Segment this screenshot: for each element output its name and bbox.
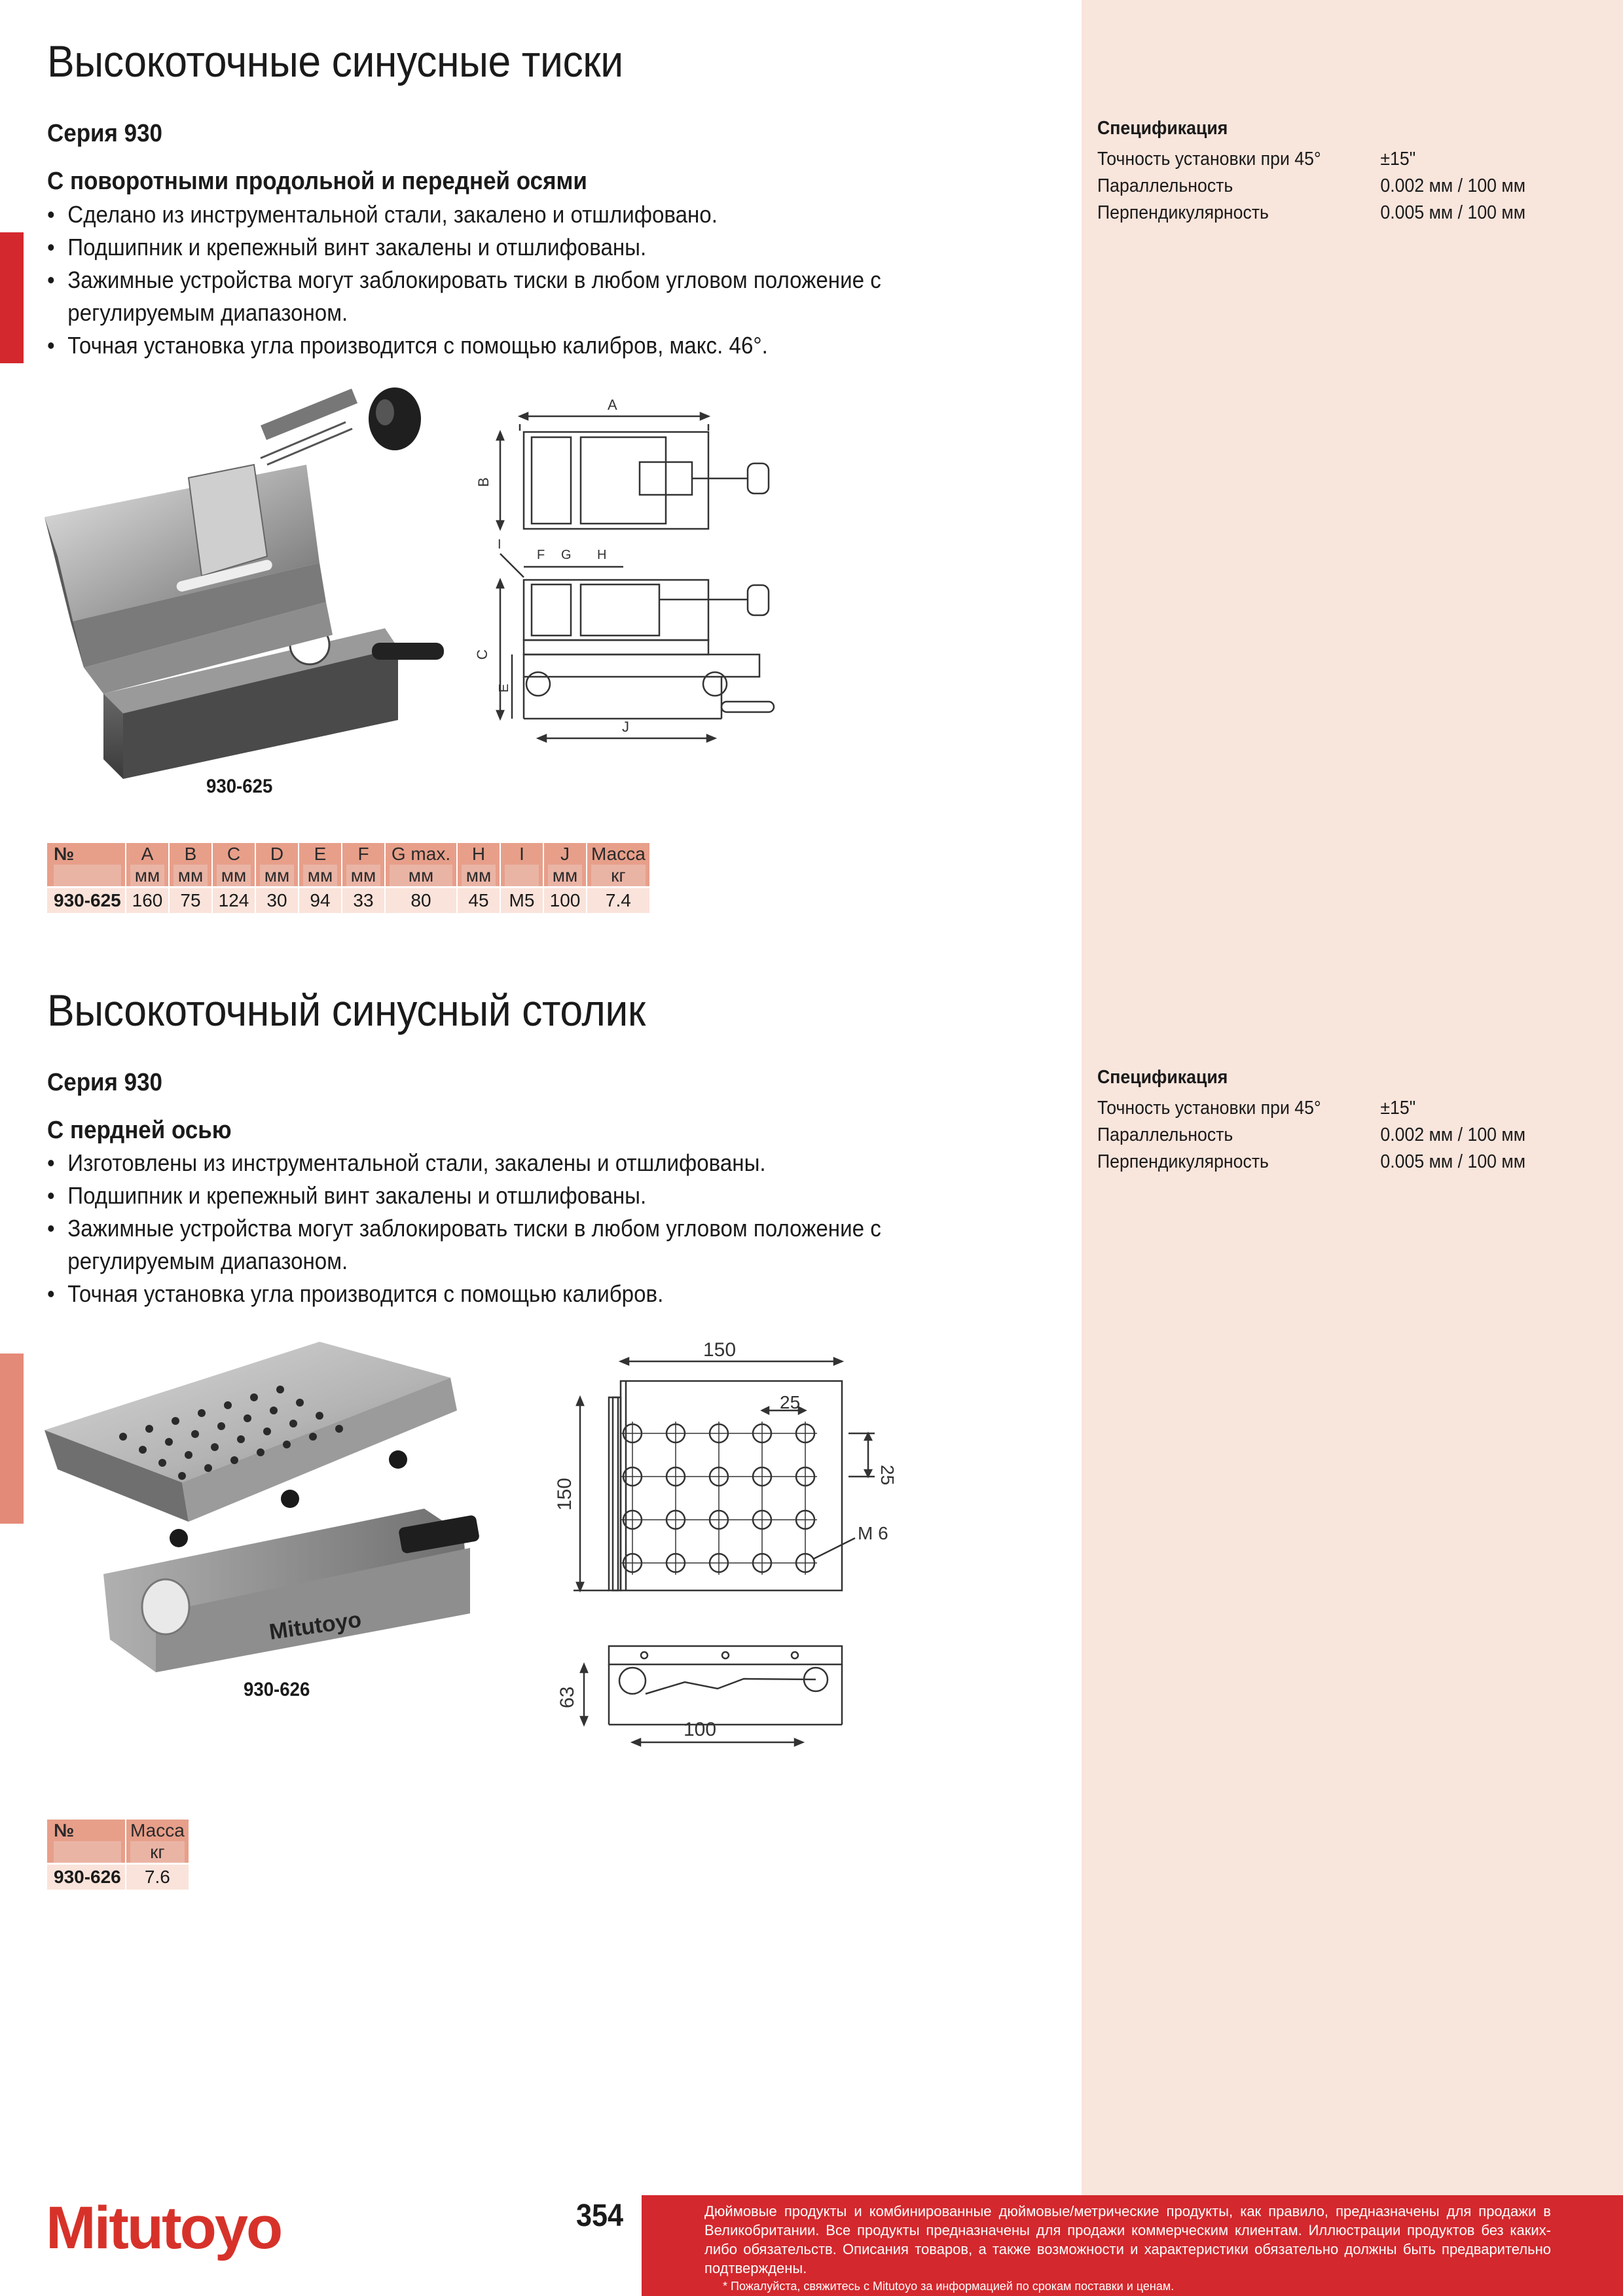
sine-table-drawing (547, 1335, 914, 1780)
drawing-label-a: A (608, 397, 617, 413)
spec-value: 0.002 мм / 100 мм (1380, 1124, 1526, 1145)
section-1-subtitle: С поворотными продольной и передней осями (47, 168, 587, 195)
table-cell: 124 (212, 888, 255, 914)
dimensions-table-1 (47, 843, 651, 913)
table-header: Масса кг (587, 843, 650, 888)
table-header: E мм (299, 843, 342, 888)
spec-row (1097, 1095, 1555, 1122)
section-1-spec (1097, 118, 1555, 226)
table-cell: 80 (385, 888, 457, 914)
spec-label: Точность установки при 45° (1097, 1098, 1321, 1119)
table-cell: 30 (255, 888, 299, 914)
table-header: № (47, 843, 126, 888)
section-tab-1 (0, 232, 24, 363)
table-cell: 45 (457, 888, 500, 914)
spec-row (1097, 1122, 1555, 1149)
spec-value: 0.005 мм / 100 мм (1380, 202, 1526, 223)
dimensions-table-2 (47, 1820, 190, 1890)
table-header: F мм (342, 843, 385, 888)
table-cell: 94 (299, 888, 342, 914)
table-row (47, 1864, 189, 1890)
drawing-label-25-y: 25 (877, 1465, 898, 1486)
footer-disclaimer: Дюймовые продукты и комбинированные дюймовые/метрические продукты, как правило, предназначены для продажи в Великобритании. Все продукты предназначены для продажи коммерческим клиентам. Иллюстрации продуктов без каких-либо обязательств. Описания товаров, а также возможности и характеристики обязательно должны быть предварительно подтверждены. (704, 2203, 1551, 2276)
table-row (47, 888, 650, 914)
drawing-label-c: C (474, 649, 490, 660)
spec-label: Параллельность (1097, 1124, 1233, 1145)
bullet-item: • Подшипник и крепежный винт закалены и отшлифованы. (47, 1179, 1023, 1212)
table-header: D мм (255, 843, 299, 888)
sine-vise-drawing (473, 391, 780, 771)
drawing-label-25-x: 25 (780, 1392, 801, 1412)
spec-row (1097, 173, 1555, 200)
drawing-label-i: I (498, 537, 501, 552)
table-cell: 7.4 (587, 888, 650, 914)
spec-title: Спецификация (1097, 118, 1228, 139)
drawing-label-150-top: 150 (703, 1339, 737, 1361)
spec-title: Спецификация (1097, 1067, 1228, 1088)
table-header: I (500, 843, 543, 888)
section-2-title: Высокоточный синусный столик (47, 986, 646, 1035)
photo-caption-2: 930-626 (244, 1679, 310, 1700)
bullet-item: • Изготовлены из инструментальной стали, закалены и отшлифованы. (47, 1147, 1023, 1179)
drawing-label-f: F (537, 548, 545, 562)
drawing-label-63: 63 (556, 1686, 578, 1708)
drawing-label-j: J (622, 719, 629, 735)
table-cell: 160 (126, 888, 169, 914)
section-2-subtitle: С пердней осью (47, 1117, 232, 1144)
bullet-item: • Зажимные устройства могут заблокировать тиски в любом угловом положение с регулируемым диапазоном. (47, 1212, 1023, 1278)
table-header: Масса кг (126, 1820, 189, 1864)
table-header: C мм (212, 843, 255, 888)
table-header: J мм (543, 843, 587, 888)
table-header: G max. мм (385, 843, 457, 888)
table-cell: 7.6 (126, 1864, 189, 1890)
bullet-item: • Сделано из инструментальной стали, закалено и отшлифовано. (47, 198, 1023, 231)
photo-brand: Mitutoyo (267, 1607, 363, 1645)
spec-label: Точность установки при 45° (1097, 149, 1321, 170)
table-cell: M5 (500, 888, 543, 914)
spec-value: ±15" (1380, 149, 1416, 170)
spec-label: Перпендикулярность (1097, 202, 1269, 223)
section-2-spec (1097, 1067, 1555, 1175)
bullet-item: • Точная установка угла производится с помощью калибров. (47, 1278, 1023, 1310)
drawing-label-150-side: 150 (554, 1477, 575, 1511)
table-header: H мм (457, 843, 500, 888)
table-header: B мм (169, 843, 212, 888)
section-1-title: Высокоточные синусные тиски (47, 37, 623, 86)
bullet-item: • Зажимные устройства могут заблокировать тиски в любом угловом положение с регулируемым диапазоном. (47, 264, 1023, 329)
bullet-item: • Подшипник и крепежный винт закалены и отшлифованы. (47, 231, 1023, 264)
table-header: A мм (126, 843, 169, 888)
bullet-item: • Точная установка угла производится с помощью калибров, макс. 46°. (47, 329, 1023, 362)
table-cell: 930-625 (47, 888, 126, 914)
section-1-series: Серия 930 (47, 120, 162, 147)
drawing-label-b: B (475, 477, 492, 487)
drawing-label-e: E (497, 683, 511, 692)
table-cell: 75 (169, 888, 212, 914)
spec-value: 0.002 мм / 100 мм (1380, 175, 1526, 196)
spec-value: ±15" (1380, 1098, 1416, 1119)
spec-row (1097, 1149, 1555, 1175)
sine-table-photo (45, 1338, 516, 1685)
table-header: № (47, 1820, 126, 1864)
section-tab-2 (0, 1354, 24, 1524)
drawing-label-m6: M 6 (858, 1523, 888, 1543)
table-cell: 930-626 (47, 1864, 126, 1890)
sine-vise-photo (45, 386, 450, 779)
spec-label: Параллельность (1097, 175, 1233, 196)
table-cell: 33 (342, 888, 385, 914)
table-cell: 100 (543, 888, 587, 914)
footer-disclaimer-box (642, 2195, 1623, 2296)
section-1-bullets (47, 198, 1023, 362)
section-2-bullets (47, 1147, 1023, 1310)
footer-note: * Пожалуйста, свяжитесь с Mitutoyo за информацией по срокам поставки и ценам. (723, 2280, 1175, 2293)
spec-label: Перпендикулярность (1097, 1151, 1269, 1172)
spec-row (1097, 200, 1555, 226)
drawing-label-g: G (561, 548, 572, 562)
drawing-label-h: H (597, 548, 607, 562)
drawing-label-100: 100 (684, 1719, 717, 1740)
page-number: 354 (576, 2198, 624, 2233)
section-2-series: Серия 930 (47, 1069, 162, 1096)
photo-caption-1: 930-625 (206, 776, 273, 797)
mitutoyo-logo: Mitutoyo (46, 2195, 282, 2261)
spec-row (1097, 146, 1555, 173)
spec-value: 0.005 мм / 100 мм (1380, 1151, 1526, 1172)
